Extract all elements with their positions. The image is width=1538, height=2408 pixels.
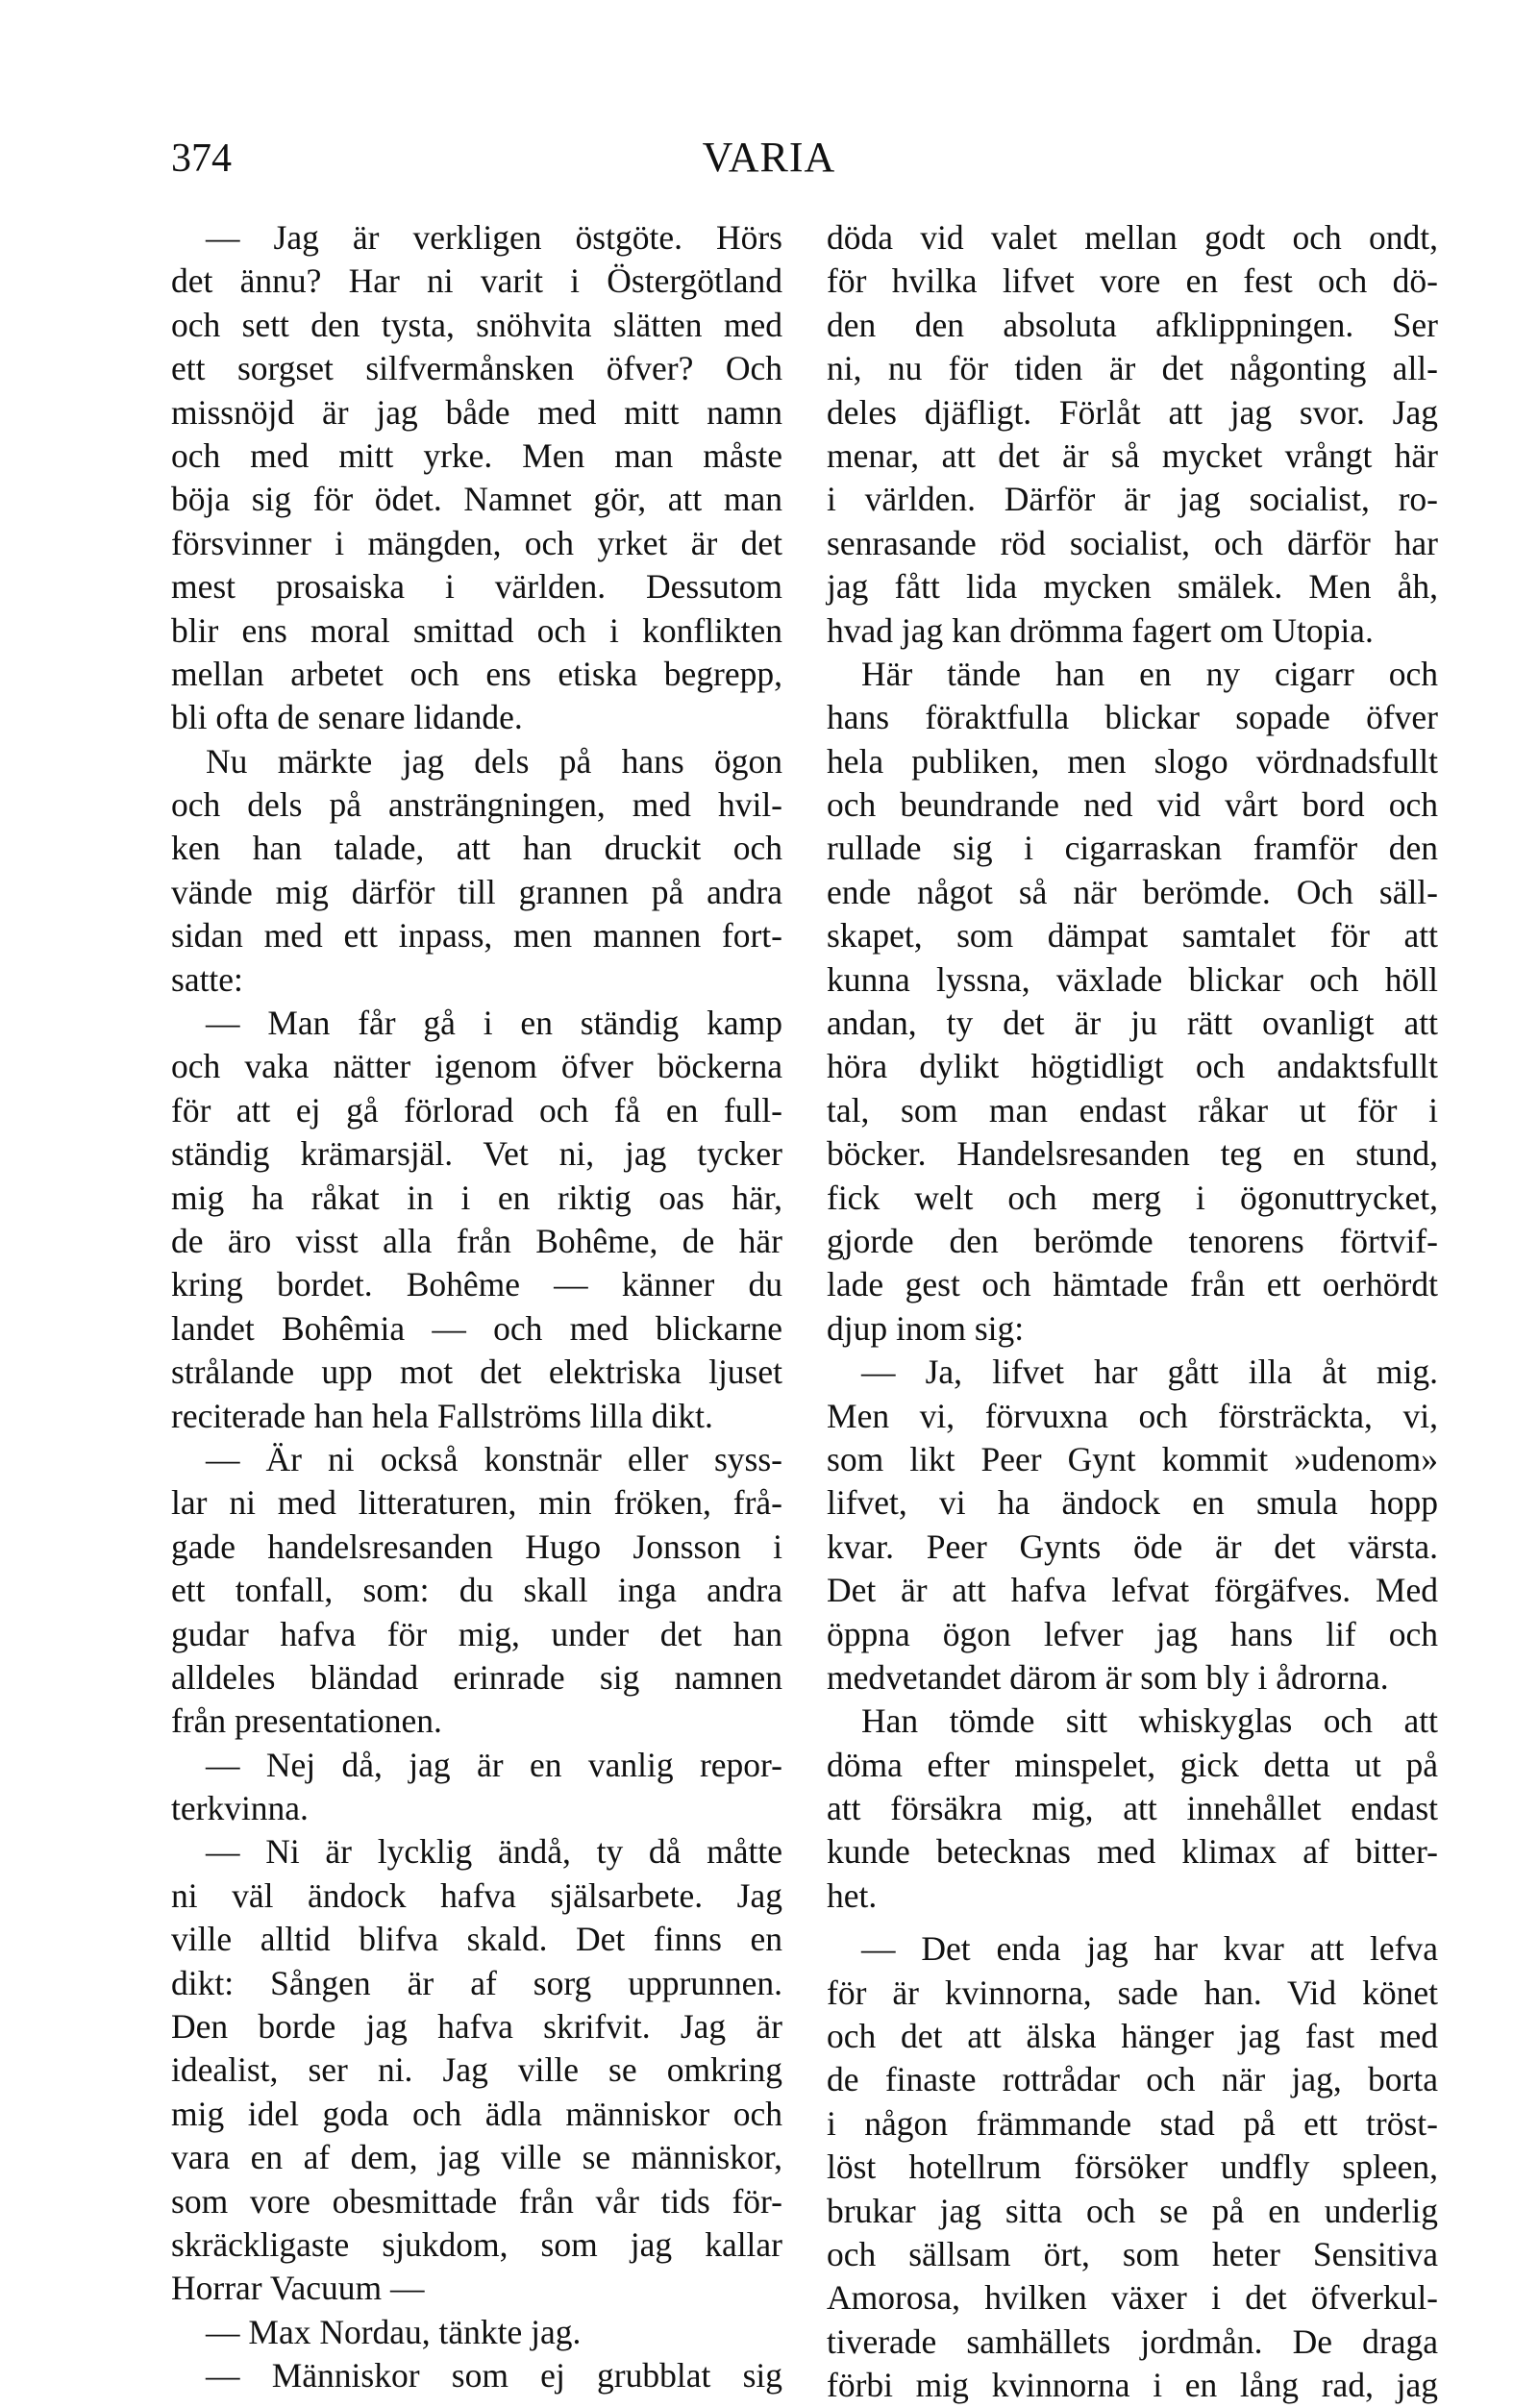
- text-line: kunna lyssna, växlade blickar och höll: [827, 959, 1438, 999]
- text-line: kvar. Peer Gynts öde är det värsta.: [827, 1527, 1438, 1566]
- text-line: — Är ni också konstnär eller syss-: [206, 1439, 782, 1478]
- left-column: [171, 216, 782, 2398]
- text-line: skapet, som dämpat samtalet för att: [827, 916, 1438, 956]
- text-line: fick welt och merg i ögonuttrycket,: [827, 1178, 1438, 1217]
- text-line: lade gest och hämtade från ett oerhördt: [827, 1265, 1438, 1304]
- text-line: vara en af dem, jag ville se människor,: [171, 2138, 782, 2177]
- text-line: rullade sig i cigarraskan framför den: [827, 829, 1438, 868]
- text-line: ville alltid blifva skald. Det finns en: [171, 1920, 782, 1959]
- text-line: — Människor som ej grubblat sig: [206, 2356, 782, 2396]
- text-line: för att ej gå förlorad och få en full-: [171, 1090, 782, 1130]
- text-line: dikt: Sången är af sorg upprunnen.: [171, 1963, 782, 2002]
- text-line: — Det enda jag har kvar att lefva: [861, 1929, 1438, 1969]
- text-line: för hvilka lifvet vore en fest och dö-: [827, 261, 1438, 301]
- text-line: löst hotellrum försöker undfly spleen,: [827, 2147, 1438, 2187]
- text-line: ständig krämarsjäl. Vet ni, jag tycker: [171, 1134, 782, 1174]
- page-number: 374: [171, 137, 232, 181]
- text-line: terkvinna.: [171, 1789, 309, 1828]
- text-line: ett tonfall, som: du skall inga andra: [171, 1571, 782, 1610]
- text-line: i världen. Därför är jag socialist, ro-: [827, 480, 1438, 519]
- text-line: döma efter minspelet, gick detta ut på: [827, 1745, 1438, 1784]
- text-line: ett sorgset silfvermånsken öfver? Och: [171, 349, 782, 388]
- text-line: hela publiken, men slogo vördnadsfullt: [827, 741, 1438, 781]
- text-line: gudar hafva för mig, under det han: [171, 1614, 782, 1653]
- text-line: förbi mig kvinnorna i en lång rad, jag: [827, 2366, 1438, 2405]
- text-line: för är kvinnorna, sade han. Vid könet: [827, 1973, 1438, 2012]
- text-line: ken han talade, att han druckit och: [171, 829, 782, 868]
- text-line: — Jag är verkligen östgöte. Hörs: [206, 218, 782, 257]
- text-line: bli ofta de senare lidande.: [171, 698, 523, 737]
- text-line: ni, nu för tiden är det någonting all-: [827, 349, 1438, 388]
- text-line: mig idel goda och ädla människor och: [171, 2094, 782, 2133]
- text-line: sidan med ett inpass, men mannen fort-: [171, 916, 782, 956]
- text-line: medvetandet därom är som bly i ådrorna.: [827, 1657, 1389, 1697]
- text-line: Men vi, förvuxna och försträckta, vi,: [827, 1396, 1438, 1435]
- text-line: djup inom sig:: [827, 1308, 1025, 1348]
- text-line: i någon främmande stad på ett tröst-: [827, 2103, 1438, 2143]
- text-line: försvinner i mängden, och yrket är det: [171, 523, 782, 562]
- text-line: böja sig för ödet. Namnet gör, att man: [171, 480, 782, 519]
- text-line: som vore obesmittade från vår tids för-: [171, 2181, 782, 2221]
- text-line: och med mitt yrke. Men man måste: [171, 435, 782, 475]
- text-line: idealist, ser ni. Jag ville se omkring: [171, 2050, 782, 2090]
- running-head: VARIA: [702, 134, 836, 181]
- text-line: och vaka nätter igenom öfver böckerna: [171, 1047, 782, 1086]
- text-line: het.: [827, 1875, 878, 1915]
- text-line: den den absoluta afklippningen. Ser: [827, 305, 1438, 344]
- text-line: lar ni med litteraturen, min fröken, frå-: [171, 1483, 782, 1523]
- text-line: Nu märkte jag dels på hans ögon: [206, 741, 782, 781]
- text-line: — Nej då, jag är en vanlig repor-: [206, 1745, 782, 1784]
- text-line: ni väl ändock hafva själsarbete. Jag: [171, 1875, 782, 1915]
- text-line: hvad jag kan drömma fagert om Utopia.: [827, 610, 1374, 650]
- text-line: och sett den tysta, snöhvita slätten med: [171, 305, 782, 344]
- text-line: det ännu? Har ni varit i Östergötland: [171, 261, 782, 301]
- text-line: ende något så när berömde. Och säll-: [827, 872, 1438, 911]
- text-line: reciterade han hela Fallströms lilla dikt.: [171, 1396, 713, 1435]
- text-line: — Ja, lifvet har gått illa åt mig.: [861, 1353, 1438, 1392]
- text-line: från presentationen.: [171, 1701, 442, 1741]
- text-line: de äro visst alla från Bohême, de här: [171, 1221, 782, 1260]
- text-line: Amorosa, hvilken växer i det öfverkul-: [827, 2278, 1438, 2318]
- right-column: [827, 216, 1438, 2408]
- text-line: jag fått lida mycken smälek. Men åh,: [827, 567, 1438, 607]
- text-line: alldeles bländad erinrade sig namnen: [171, 1657, 782, 1697]
- text-line: döda vid valet mellan godt och ondt,: [827, 218, 1438, 257]
- text-line: skräckligaste sjukdom, som jag kallar: [171, 2224, 782, 2264]
- text-line: att försäkra mig, att innehållet endast: [827, 1789, 1438, 1828]
- text-line: landet Bohêmia — och med blickarne: [171, 1308, 782, 1348]
- text-line: och sällsam ört, som heter Sensitiva: [827, 2234, 1438, 2273]
- text-line: brukar jag sitta och se på en underlig: [827, 2191, 1438, 2230]
- text-line: böcker. Handelsresanden teg en stund,: [827, 1134, 1438, 1174]
- text-line: Den borde jag hafva skrifvit. Jag är: [171, 2007, 782, 2047]
- text-line: vände mig därför till grannen på andra: [171, 872, 782, 911]
- text-line: satte:: [171, 959, 243, 999]
- text-line: menar, att det är så mycket vrångt här: [827, 435, 1438, 475]
- text-line: senrasande röd socialist, och därför har: [827, 523, 1438, 562]
- text-line: kunde betecknas med klimax af bitter-: [827, 1832, 1438, 1872]
- text-line: mig ha råkat in i en riktig oas här,: [171, 1178, 782, 1217]
- text-line: — Ni är lycklig ändå, ty då måtte: [206, 1832, 782, 1872]
- text-line: Han tömde sitt whiskyglas och att: [861, 1701, 1438, 1741]
- text-line: och det att älska hänger jag fast med: [827, 2017, 1438, 2056]
- text-line: Horrar Vacuum —: [171, 2269, 425, 2308]
- text-line: mellan arbetet och ens etiska begrepp,: [171, 654, 782, 693]
- text-line: deles djäfligt. Förlåt att jag svor. Jag: [827, 392, 1438, 432]
- text-line: tal, som man endast råkar ut för i: [827, 1090, 1438, 1130]
- text-line: Här tände han en ny cigarr och: [861, 654, 1438, 693]
- text-line: gjorde den berömde tenorens förtvif-: [827, 1221, 1438, 1260]
- text-line: hans föraktfulla blickar sopade öfver: [827, 698, 1438, 737]
- text-line: de finaste rottrådar och när jag, borta: [827, 2060, 1438, 2099]
- text-line: lifvet, vi ha ändock en smula hopp: [827, 1483, 1438, 1523]
- text-line: — Man får gå i en ständig kamp: [206, 1004, 782, 1043]
- text-line: andan, ty det är ju rätt ovanligt att: [827, 1004, 1438, 1043]
- text-line: blir ens moral smittad och i konflikten: [171, 610, 782, 650]
- text-line: som likt Peer Gynt kommit »udenom»: [827, 1439, 1438, 1478]
- text-line: öppna ögon lefver jag hans lif och: [827, 1614, 1438, 1653]
- text-line: Det är att hafva lefvat förgäfves. Med: [827, 1571, 1438, 1610]
- text-line: och dels på ansträngningen, med hvil-: [171, 785, 782, 825]
- text-line: missnöjd är jag både med mitt namn: [171, 392, 782, 432]
- text-line: kring bordet. Bohême — känner du: [171, 1265, 782, 1304]
- text-line: — Max Nordau, tänkte jag.: [206, 2312, 582, 2351]
- text-line: tiverade samhällets jordmån. De draga: [827, 2321, 1438, 2361]
- text-line: och beundrande ned vid vårt bord och: [827, 785, 1438, 825]
- text-line: gade handelsresanden Hugo Jonsson i: [171, 1527, 782, 1566]
- text-line: höra dylikt högtidligt och andaktsfullt: [827, 1047, 1438, 1086]
- text-line: mest prosaiska i världen. Dessutom: [171, 567, 782, 607]
- text-line: strålande upp mot det elektriska ljuset: [171, 1353, 782, 1392]
